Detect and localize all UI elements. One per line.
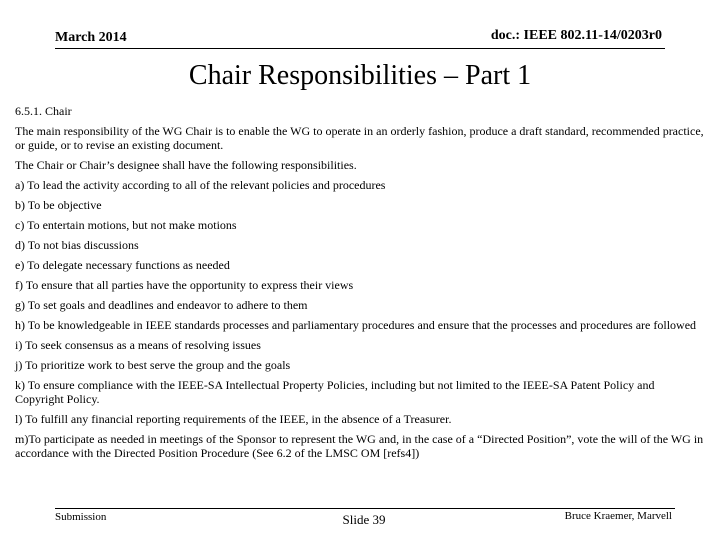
- list-item-l: l) To fulfill any financial reporting requirements of the IEEE, in the absence of a Treasurer.: [15, 412, 452, 426]
- header-doc-id: doc.: IEEE 802.11-14/0203r0: [490, 28, 662, 43]
- body-paragraph: The main responsibility of the WG Chair is to enable the WG to operate in an orderly fashion, produce a draft standard, recommended practice, or guide, or to revise an existing document.: [15, 124, 704, 152]
- list-item-i: i) To seek consensus as a means of resolving issues: [15, 338, 261, 352]
- slide-body: [15, 104, 706, 466]
- list-item-a: a) To lead the activity according to all of the relevant policies and procedures: [15, 178, 386, 192]
- list-item-c: c) To entertain motions, but not make motions: [15, 218, 237, 232]
- list-item-e: e) To delegate necessary functions as needed: [15, 258, 230, 272]
- list-item-g: g) To set goals and deadlines and endeavor to adhere to them: [15, 298, 308, 312]
- footer-slide-number: Slide 39: [342, 512, 386, 527]
- list-item-k: k) To ensure compliance with the IEEE-SA Intellectual Property Policies, including but not limited to the IEEE-SA Patent Policy and Copyright Policy.: [15, 378, 655, 406]
- list-item-b: b) To be objective: [15, 198, 102, 212]
- list-item-h: h) To be knowledgeable in IEEE standards processes and parliamentary procedures and ensure that the processes and procedures are followed: [15, 318, 697, 332]
- slide-title: Chair Responsibilities – Part 1: [188, 60, 532, 91]
- body-paragraph: The Chair or Chair’s designee shall have the following responsibilities.: [15, 158, 357, 172]
- list-item-j: j) To prioritize work to best serve the group and the goals: [15, 358, 291, 372]
- footer-submission: Submission: [55, 511, 107, 523]
- header-divider: [55, 48, 665, 49]
- header-date: March 2014: [55, 30, 127, 45]
- list-item-d: d) To not bias discussions: [15, 238, 139, 252]
- footer-divider: [55, 508, 675, 509]
- list-item-f: f) To ensure that all parties have the opportunity to express their views: [15, 278, 354, 292]
- list-item-m: m)To participate as needed in meetings of the Sponsor to represent the WG and, in the case of a “Directed Position”, vote the will of the WG in accordance with the Directed Position Procedure (See 6.2 of the LMSC OM [refs4]): [15, 432, 704, 460]
- footer-author: Bruce Kraemer, Marvell: [564, 510, 672, 522]
- section-heading: 6.5.1. Chair: [15, 104, 72, 118]
